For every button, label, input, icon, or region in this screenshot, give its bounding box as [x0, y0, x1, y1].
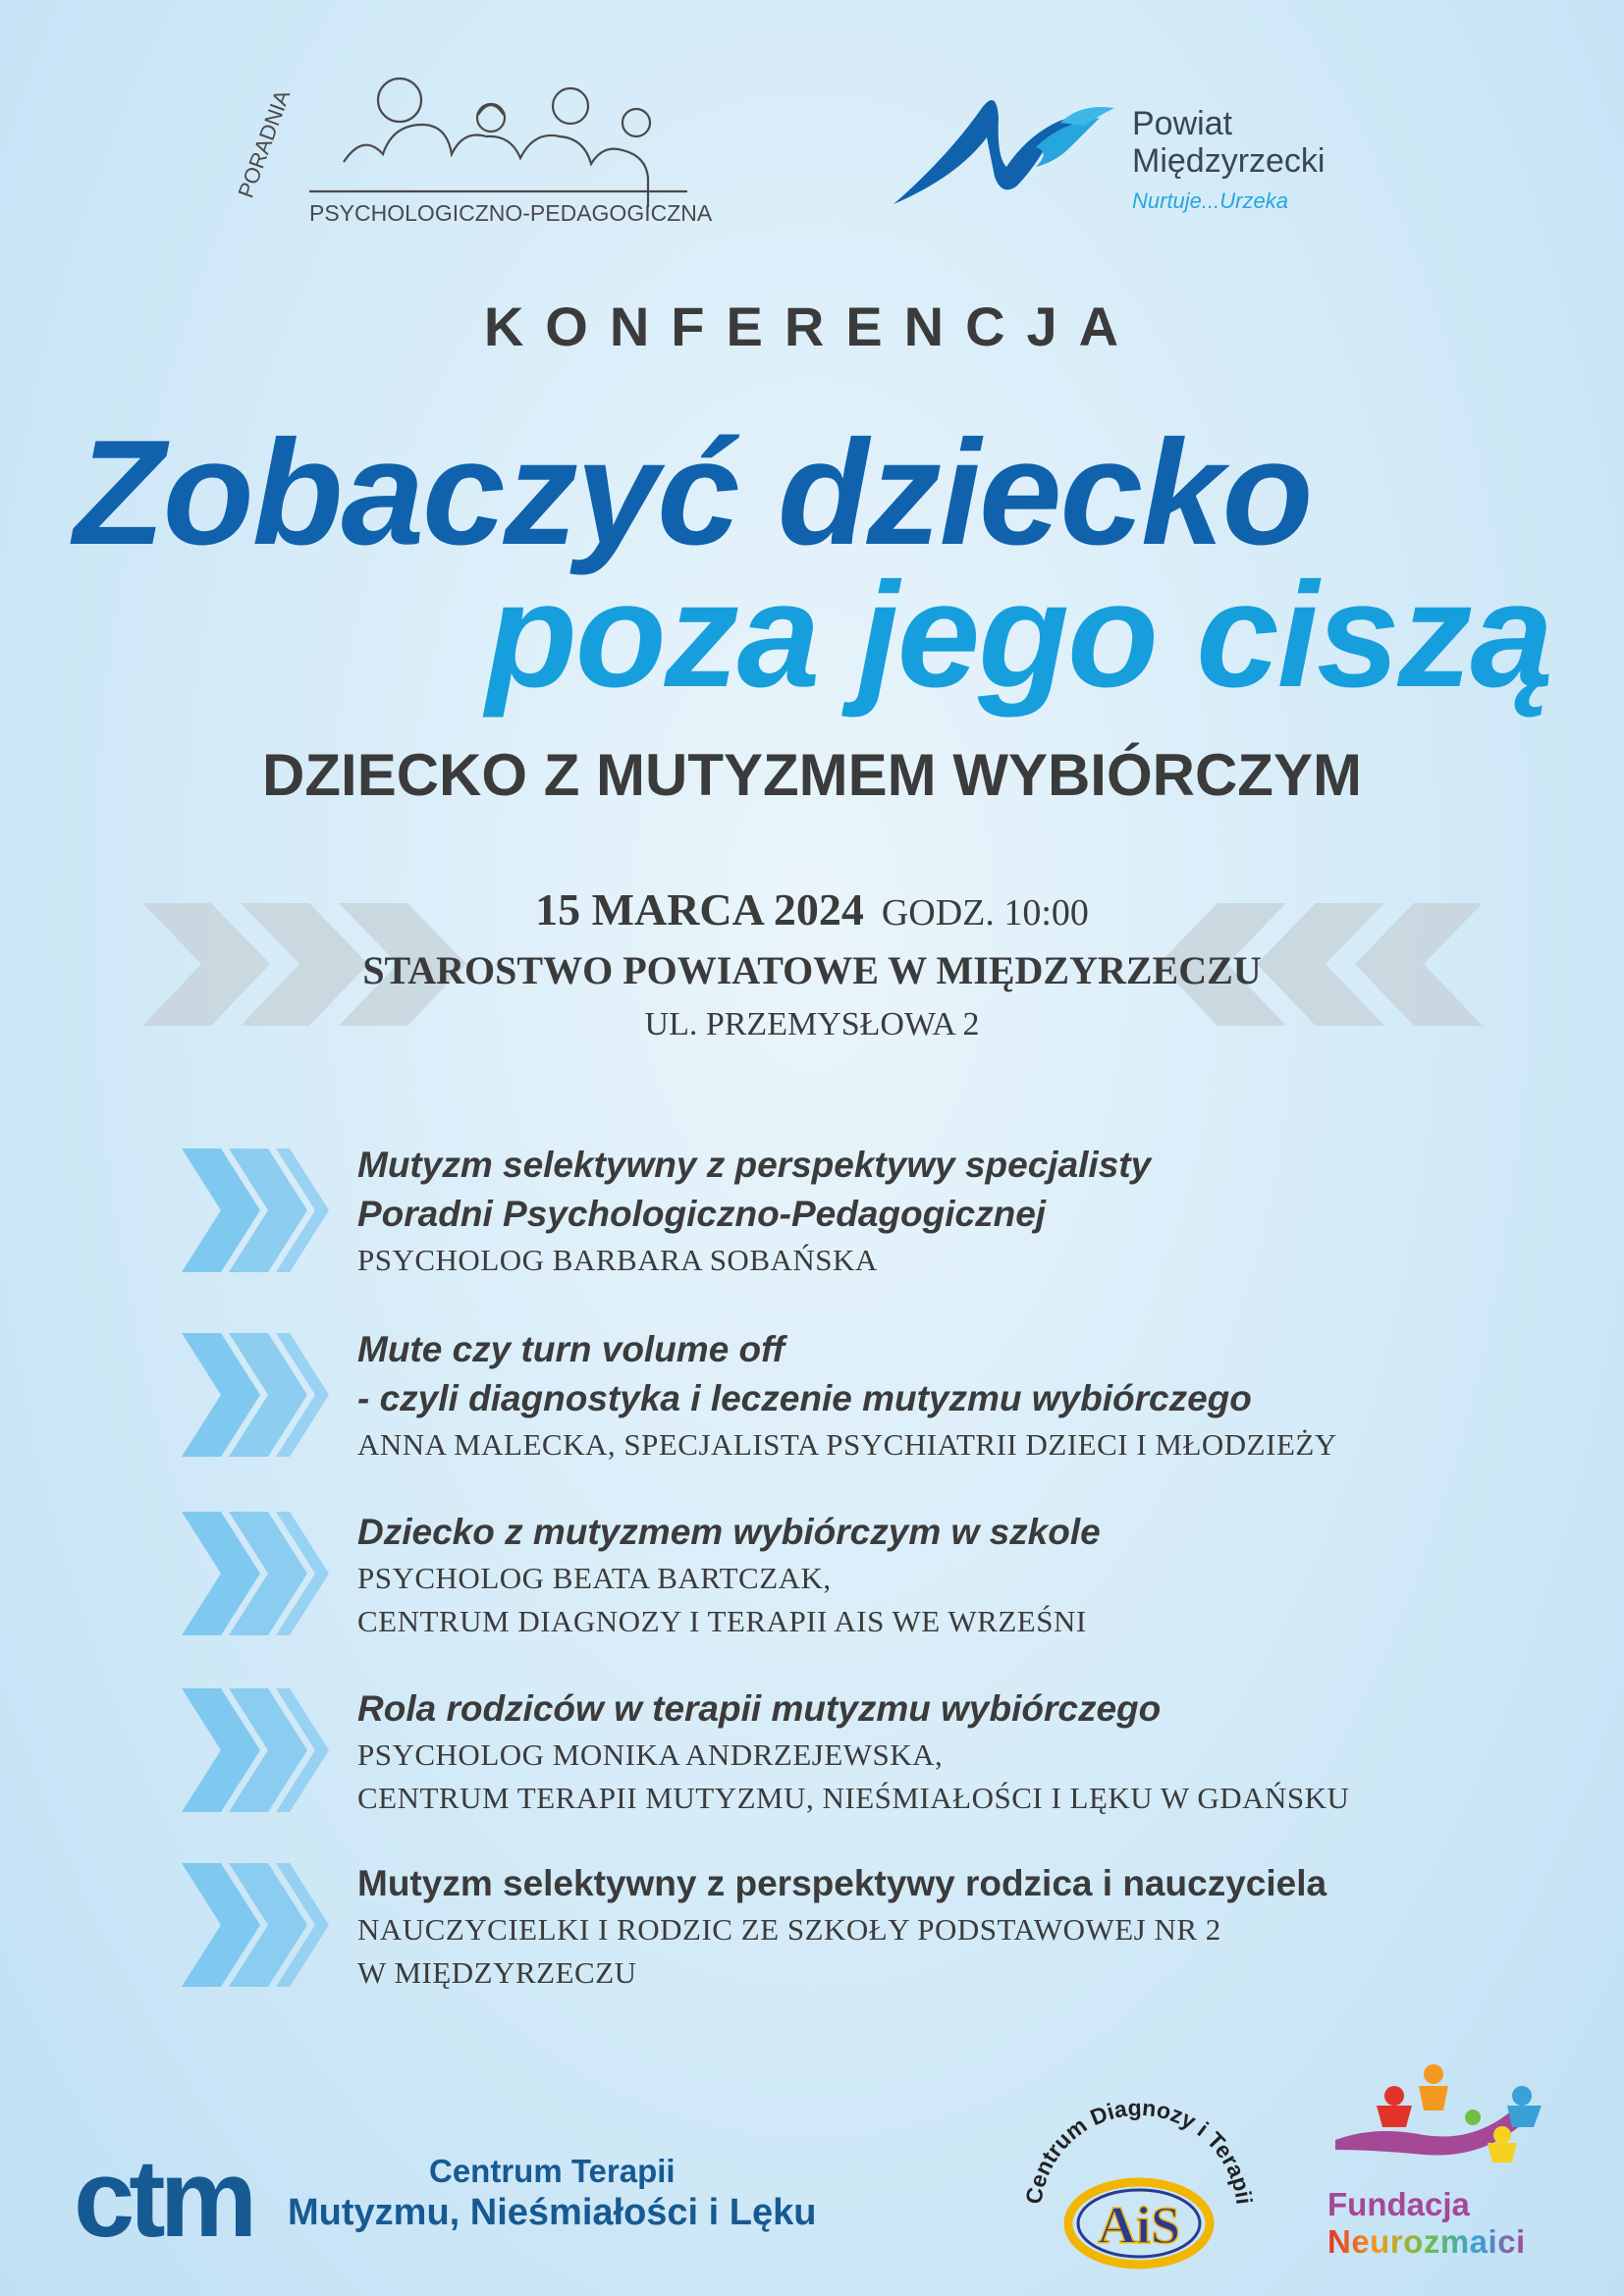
talk-speaker: PSYCHOLOG BEATA BARTCZAK,: [357, 1561, 832, 1595]
ais-arc-text: Centrum Diagnozy i Terapii: [1020, 2094, 1258, 2207]
talk-speaker: CENTRUM DIAGNOZY I TERAPII AIS WE WRZEŚNI: [357, 1604, 1087, 1638]
event-time: GODZ. 10:00: [881, 892, 1089, 934]
subtitle: DZIECKO Z MUTYZMEM WYBIÓRCZYM: [262, 742, 1362, 808]
fundacja-line2: Neurozmaici: [1327, 2223, 1526, 2260]
conference-label: KONFERENCJA: [483, 295, 1141, 357]
powiat-name-line2: Międzyrzecki: [1132, 142, 1326, 180]
talk-title: Mute czy turn volume off: [357, 1329, 785, 1369]
title-line-2: poza jego ciszą: [486, 552, 1551, 719]
poradnia-top-text: PORADNIA: [233, 86, 296, 201]
poradnia-bottom-text: PSYCHOLOGICZNO-PEDAGOGICZNA: [309, 200, 713, 226]
agenda-chevron-icon: [182, 1688, 329, 1812]
fundacja-line1: Fundacja: [1327, 2186, 1470, 2222]
ais-mark: AiS: [1097, 2196, 1181, 2255]
event-date: 15 MARCA 2024: [535, 884, 864, 934]
ais-logo-graphic: [1016, 2076, 1262, 2282]
event-date-line: [0, 883, 1624, 935]
talk-title: Mutyzm selektywny z perspektywy specjalisty: [357, 1145, 1152, 1185]
talk-title: Mutyzm selektywny z perspektywy rodzica i nauczyciela: [357, 1863, 1327, 1903]
talk-title: Dziecko z mutyzmem wybiórczym w szkole: [357, 1512, 1101, 1552]
powiat-tagline: Nurtuje...Urzeka: [1132, 188, 1288, 213]
talk-speaker: W MIĘDZYRZECZU: [357, 1955, 637, 1990]
event-venue: STAROSTWO POWIATOWE W MIĘDZYRZECZU: [362, 948, 1262, 992]
talk-speaker: CENTRUM TERAPII MUTYZMU, NIEŚMIAŁOŚCI I LĘKU W GDAŃSKU: [357, 1781, 1350, 1815]
powiat-name-line1: Powiat: [1132, 105, 1233, 142]
fundacja-logo: [1316, 2056, 1571, 2282]
talk-speaker: NAUCZYCIELKI I RODZIC ZE SZKOŁY PODSTAWOWEJ NR 2: [357, 1912, 1221, 1947]
ctm-mark: ctm: [74, 2137, 252, 2260]
talk-title: Poradni Psychologiczno-Pedagogicznej: [357, 1194, 1047, 1234]
talk-title: Rola rodziców w terapii mutyzmu wybiórczego: [357, 1688, 1162, 1729]
agenda-chevron-icon: [182, 1512, 329, 1635]
talk-speaker: PSYCHOLOG MONIKA ANDRZEJEWSKA,: [357, 1737, 944, 1772]
title-line-1: Zobaczyć dziecko: [74, 409, 1312, 576]
ctm-line2: Mutyzmu, Nieśmiałości i Lęku: [288, 2192, 817, 2233]
powiat-logo-mark: [889, 79, 1124, 216]
agenda-chevron-icon: [182, 1148, 329, 1272]
agenda-chevron-icon: [182, 1333, 329, 1457]
talk-speaker: ANNA MALECKA, SPECJALISTA PSYCHIATRII DZIECI I MŁODZIEŻY: [357, 1427, 1337, 1462]
agenda-chevron-icon: [182, 1863, 329, 1987]
event-address: UL. PRZEMYSŁOWA 2: [644, 1006, 980, 1042]
talk-speaker: PSYCHOLOG BARBARA SOBAŃSKA: [357, 1243, 878, 1277]
talk-title: - czyli diagnostyka i leczenie mutyzmu wybiórczego: [357, 1378, 1252, 1418]
ais-logo: [1016, 2076, 1262, 2282]
fundacja-figures-icon: [1316, 2056, 1571, 2184]
ctm-line1: Centrum Terapii: [429, 2153, 676, 2189]
poradnia-logo: [233, 74, 713, 231]
powiat-logo: [889, 79, 1380, 226]
poradnia-logo-graphic: [233, 74, 713, 231]
ctm-logo: [74, 2137, 839, 2260]
